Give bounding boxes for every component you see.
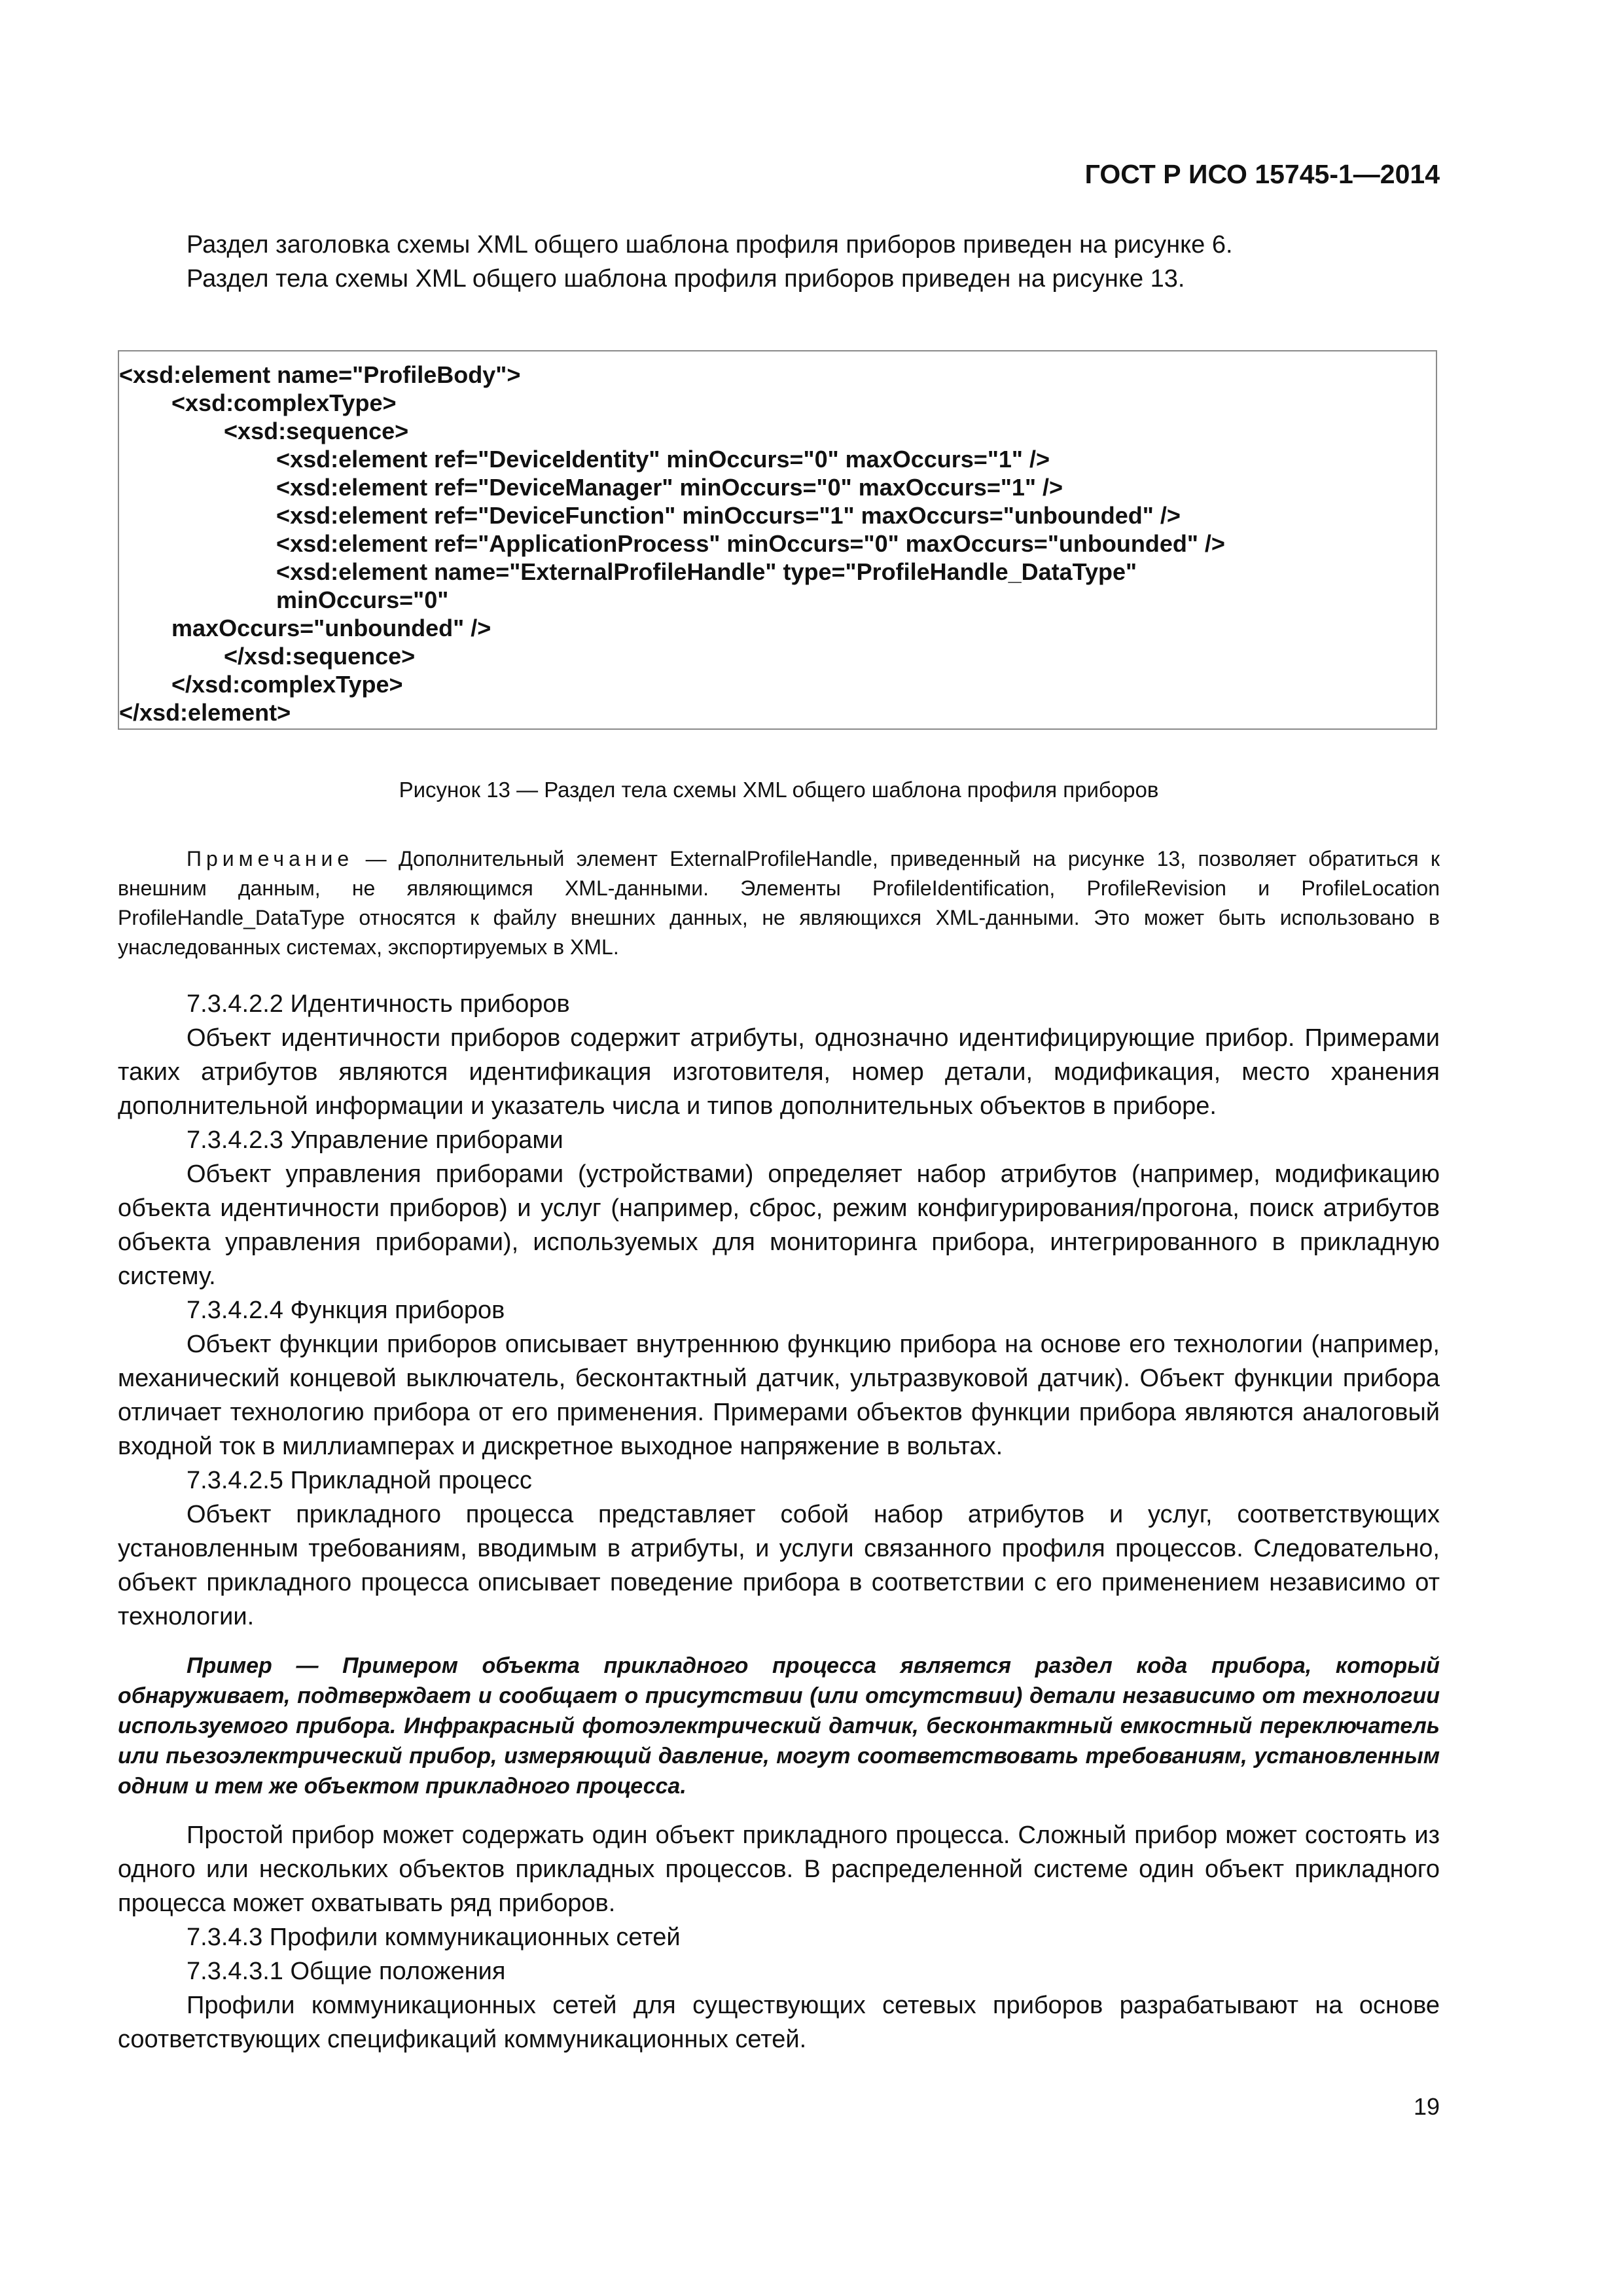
code-line: <xsd:complexType> <box>119 389 397 416</box>
section-paragraph: Профили коммуникационных сетей для существующих сетевых приборов разрабатывают на основе соответствующих спецификаций коммуникационных сетей. <box>118 1992 1440 2053</box>
intro-block <box>118 228 1440 296</box>
intro-paragraph: Раздел заголовка схемы XML общего шаблона профиля приборов приведен на рисунке 6. <box>187 231 1233 259</box>
section-paragraph: Простой прибор может содержать один объект прикладного процесса. Сложный прибор может состоять из одного или нескольких объектов прикладных процессов. В распределенной системе один объект прикладного процесса может охватывать ряд приборов. <box>118 1821 1440 1917</box>
intro-paragraph: Раздел тела схемы XML общего шаблона профиля приборов приведен на рисунке 13. <box>187 265 1185 293</box>
section-heading: 7.3.4.2.5 Прикладной процесс <box>187 1467 532 1494</box>
code-line: maxOccurs="unbounded" /> <box>119 615 491 641</box>
section-heading: 7.3.4.3.1 Общие положения <box>187 1958 506 1985</box>
figure-caption: Рисунок 13 — Раздел тела схемы XML общего шаблона профиля приборов <box>399 778 1159 802</box>
section-heading: 7.3.4.2.4 Функция приборов <box>187 1297 505 1324</box>
document-header: ГОСТ Р ИСО 15745-1—2014 <box>1084 159 1440 189</box>
section-heading: 7.3.4.3 Профили коммуникационных сетей <box>187 1924 681 1951</box>
note-paragraph <box>118 844 1440 962</box>
code-line: </xsd:complexType> <box>119 671 403 698</box>
code-line: <xsd:element ref="DeviceIdentity" minOccurs="0" maxOccurs="1" /> <box>119 446 1050 473</box>
code-line: <xsd:element ref="DeviceFunction" minOccurs="1" maxOccurs="unbounded" /> <box>119 502 1181 529</box>
section-paragraph: Объект идентичности приборов содержит атрибуты, однозначно идентифицирующие прибор. Примерами таких атрибутов являются идентификация изготовителя, номер детали, модификация, место хранения дополнительной информации и указатель числа и типов дополнительных объектов в приборе. <box>118 1024 1440 1120</box>
section-paragraph: Объект прикладного процесса представляет собой набор атрибутов и услуг, соответствующих установленным требованиям, вводимым в атрибуты, и услуги связанного профиля процессов. Следовательно, объект прикладного процесса описывает поведение прибора в соответствии с его применением независимо от технологии. <box>118 1501 1440 1630</box>
section-heading: 7.3.4.2.3 Управление приборами <box>187 1126 563 1154</box>
code-line: <xsd:element ref="DeviceManager" minOccurs="0" maxOccurs="1" /> <box>119 474 1063 501</box>
example-paragraph: Пример — Примером объекта прикладного процесса является раздел кода прибора, который обнаруживает, подтверждает и сообщает о присутствии (или отсутствии) детали независимо от технологии используемого прибора. Инфракрасный фотоэлектрический датчик, бесконтактный емкостный переключатель или пьезоэлектрический прибор, измеряющий давление, могут соответствовать требованиям, установленным одним и тем же объектом прикладного процесса. <box>118 1653 1440 1799</box>
code-line: minOccurs="0" <box>119 586 449 613</box>
note-label: Примечание <box>187 847 354 870</box>
code-line: <xsd:element name="ProfileBody"> <box>119 361 521 388</box>
xml-code-figure <box>118 350 1437 730</box>
note-block <box>118 844 1440 962</box>
code-line: </xsd:element> <box>119 699 291 726</box>
code-line: <xsd:element name="ExternalProfileHandle" type="ProfileHandle_DataType" <box>119 558 1137 585</box>
page-number: 19 <box>1413 2093 1440 2120</box>
note-text: — Дополнительный элемент ExternalProfileHandle, приведенный на рисунке 13, позволяет обратиться к внешним данным, не являющимся XML-данными. Элементы ProfileIdentification, ProfileRevision и ProfileLocation ProfileHandle_DataType относятся к файлу внешних данных, не являющихся XML-данными. Это может быть использовано в унаследованных системах, экспортируемых в XML. <box>118 847 1440 959</box>
code-line: <xsd:element ref="ApplicationProcess" minOccurs="0" maxOccurs="unbounded" /> <box>119 530 1225 557</box>
section-paragraph: Объект функции приборов описывает внутреннюю функцию прибора на основе его технологии (например, механический концевой выключатель, бесконтактный датчик, ультразвуковой датчик). Объект функции прибора отличает технологию прибора от его применения. Примерами объектов функции прибора являются аналоговый входной ток в миллиамперах и дискретное выходное напряжение в вольтах. <box>118 1331 1440 1460</box>
section-paragraph: Объект управления приборами (устройствами) определяет набор атрибутов (например, модификацию объекта идентичности приборов) и услуг (например, сброс, режим конфигурирования/прогона, поиск атрибутов объекта управления приборами), используемых для мониторинга прибора, интегрированного в прикладную систему. <box>118 1160 1440 1290</box>
section-heading: 7.3.4.2.2 Идентичность приборов <box>187 990 570 1018</box>
code-line: <xsd:sequence> <box>119 418 409 444</box>
body-text <box>118 987 1440 2056</box>
code-line: </xsd:sequence> <box>119 643 416 670</box>
